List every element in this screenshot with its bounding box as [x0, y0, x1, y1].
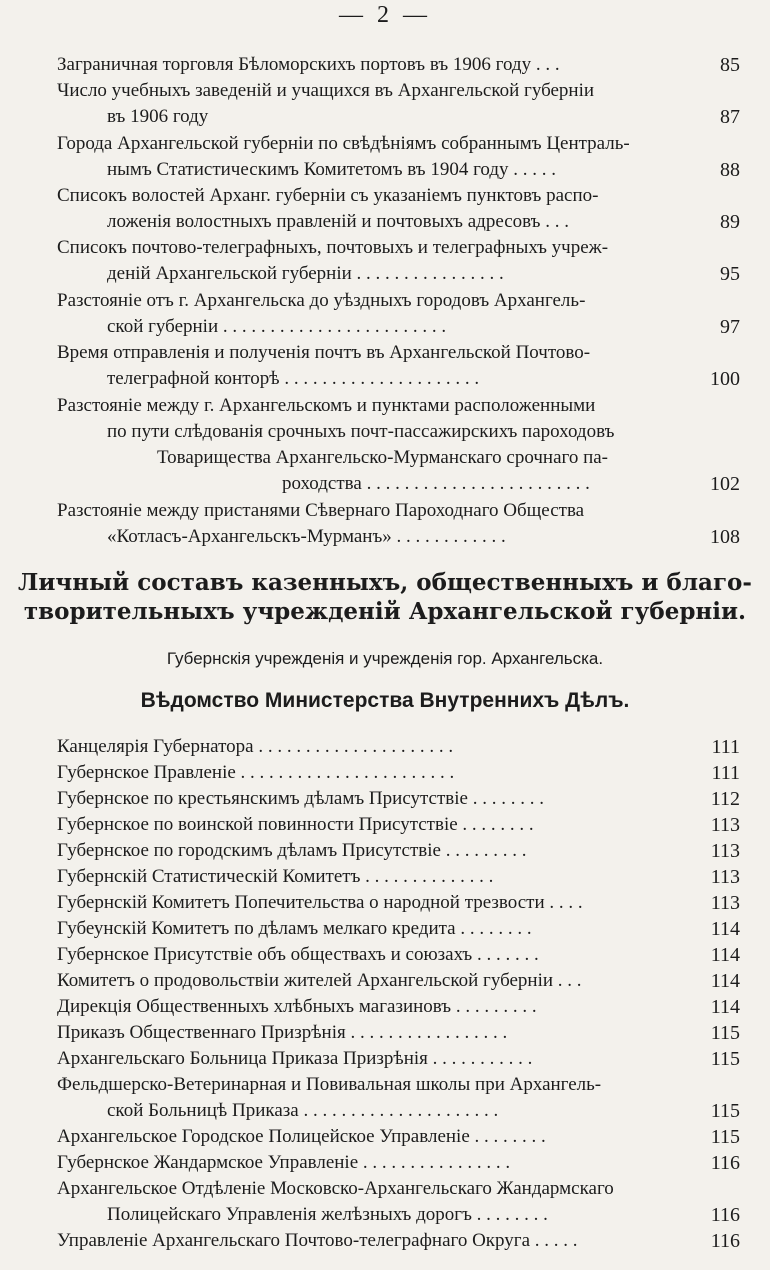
- toc-bottom-entry-page-number: 114: [710, 944, 740, 966]
- toc-bottom-entry-line: Губернское по городскимъ дѣламъ Присутствіе . . . . . . . . .: [57, 840, 527, 861]
- toc-bottom-entry-page-number: 114: [710, 918, 740, 940]
- toc-top-entry-line: Разстояніе между пристанями Сѣвернаго Пароходнаго Общества: [57, 500, 585, 521]
- toc-top-entry-line: «Котласъ-Архангельскъ-Мурманъ» . . . . . . . . . . . .: [107, 526, 506, 547]
- page-number: — 2 —: [339, 2, 431, 28]
- toc-bottom-entry-page-number: 115: [710, 1126, 740, 1148]
- toc-top-entry-page-number: 108: [710, 526, 740, 548]
- toc-bottom-entry-page-number: 116: [710, 1204, 740, 1226]
- toc-bottom-entry-page-number: 114: [710, 996, 740, 1018]
- toc-bottom-entry-line: Губернское по воинской повинности Присутствіе . . . . . . . .: [57, 814, 534, 835]
- toc-top-entry-line: Города Архангельской губерніи по свѣдѣніямъ собраннымъ Централь-: [57, 133, 630, 154]
- toc-top-entry-page-number: 100: [710, 368, 740, 390]
- toc-top-entry-line: роходства . . . . . . . . . . . . . . . . . . . . . . . .: [282, 473, 590, 494]
- toc-top-entry-line: ложенія волостныхъ правленій и почтовыхъ адресовъ . . .: [107, 211, 569, 232]
- toc-bottom-entry-line: Приказъ Общественнаго Призрѣнія . . . . . . . . . . . . . . . . .: [57, 1022, 508, 1043]
- toc-top-entry-line: Списокъ почтово-телеграфныхъ, почтовыхъ и телеграфныхъ учреж-: [57, 237, 609, 258]
- toc-bottom-entry-page-number: 115: [710, 1022, 740, 1044]
- toc-bottom-entry-page-number: 111: [711, 736, 740, 758]
- toc-bottom-entry-page-number: 111: [711, 762, 740, 784]
- toc-top-entry-line: Заграничная торговля Бѣломорскихъ портовъ въ 1906 году . . .: [57, 54, 560, 75]
- toc-bottom-entry-line: Управленіе Архангельскаго Почтово-телеграфнаго Округа . . . . .: [57, 1230, 578, 1251]
- toc-top-entry-page-number: 87: [720, 106, 740, 128]
- toc-bottom-entry-page-number: 116: [710, 1152, 740, 1174]
- toc-top-entry-line: Время отправленія и полученія почтъ въ Архангельской Почтово-: [57, 342, 591, 363]
- toc-top-entry-page-number: 102: [710, 473, 740, 495]
- toc-bottom-entry-line: ской Больницѣ Приказа . . . . . . . . . . . . . . . . . . . . .: [107, 1100, 499, 1121]
- toc-bottom-entry-line: Губернское Жандармское Управленіе . . . . . . . . . . . . . . . .: [57, 1152, 511, 1173]
- toc-top-entry-page-number: 95: [720, 263, 740, 285]
- toc-top-entry-page-number: 85: [720, 54, 740, 76]
- toc-bottom-entry-page-number: 113: [710, 866, 740, 888]
- section-heading-line-1: Личный составъ казенныхъ, общественныхъ и благо-: [18, 569, 752, 596]
- toc-bottom-entry-page-number: 113: [710, 892, 740, 914]
- toc-top-entry-line: деній Архангельской губерніи . . . . . . . . . . . . . . . .: [107, 263, 504, 284]
- toc-bottom-entry-line: Комитетъ о продовольствіи жителей Архангельской губерніи . . .: [57, 970, 582, 991]
- toc-bottom-entry-line: Фельдшерско-Ветеринарная и Повивальная школы при Архангель-: [57, 1074, 602, 1095]
- toc-top-entry-page-number: 89: [720, 211, 740, 233]
- toc-bottom-entry-page-number: 115: [710, 1048, 740, 1070]
- toc-top-entry-line: Разстояніе между г. Архангельскомъ и пунктами расположенными: [57, 395, 596, 416]
- toc-top-entry-page-number: 97: [720, 316, 740, 338]
- toc-top-entry-line: телеграфной конторѣ . . . . . . . . . . . . . . . . . . . . .: [107, 368, 480, 389]
- toc-bottom-entry-line: Архангельское Отдѣленіе Московско-Архангельскаго Жандармскаго: [57, 1178, 614, 1199]
- subheading: Губернскія учрежденія и учрежденія гор. Архангельска.: [166, 649, 604, 668]
- toc-top-entry-line: Товарищества Архангельско-Мурманскаго срочнаго па-: [157, 447, 608, 468]
- toc-top-entry-line: нымъ Статистическимъ Комитетомъ въ 1904 году . . . . .: [107, 159, 557, 180]
- toc-bottom-entry-line: Полицейскаго Управленія желѣзныхъ дорогъ . . . . . . . .: [107, 1204, 548, 1225]
- toc-bottom-entry-line: Губернское Правленіе . . . . . . . . . . . . . . . . . . . . . . .: [57, 762, 455, 783]
- toc-bottom-entry-page-number: 113: [710, 814, 740, 836]
- toc-bottom-entry-page-number: 114: [710, 970, 740, 992]
- toc-bottom-entry-line: Губернское Присутствіе объ обществахъ и союзахъ . . . . . . .: [57, 944, 539, 965]
- toc-bottom-entry-line: Губернскій Комитетъ Попечительства о народной трезвости . . . .: [57, 892, 583, 913]
- toc-bottom-entry-page-number: 113: [710, 840, 740, 862]
- toc-top-entry-line: Разстояніе отъ г. Архангельска до уѣздныхъ городовъ Архангель-: [57, 290, 586, 311]
- toc-bottom-entry-line: Архангельское Городское Полицейское Управленіе . . . . . . . .: [57, 1126, 546, 1147]
- toc-top-entry-line: Списокъ волостей Арханг. губерніи съ указаніемъ пунктовъ распо-: [57, 185, 599, 206]
- toc-bottom-entry-line: Губернское по крестьянскимъ дѣламъ Присутствіе . . . . . . . .: [57, 788, 544, 809]
- department-heading: Вѣдомство Министерства Внутреннихъ Дѣлъ.: [140, 689, 630, 712]
- toc-top-entry-page-number: 88: [720, 159, 740, 181]
- toc-top-entry-line: въ 1906 году: [107, 106, 209, 127]
- toc-top-entry-line: Число учебныхъ заведеній и учащихся въ Архангельской губерніи: [57, 80, 595, 101]
- toc-bottom-entry-line: Губернскій Статистическій Комитетъ . . . . . . . . . . . . . .: [57, 866, 494, 887]
- toc-bottom-entry-page-number: 116: [710, 1230, 740, 1252]
- toc-bottom-entry-line: Канцелярія Губернатора . . . . . . . . . . . . . . . . . . . . .: [57, 736, 454, 757]
- toc-bottom-entry-line: Дирекція Общественныхъ хлѣбныхъ магазиновъ . . . . . . . . .: [57, 996, 537, 1017]
- toc-top-entry-line: по пути слѣдованія срочныхъ почт-пассажирскихъ пароходовъ: [107, 421, 615, 442]
- section-heading-line-2: творительныхъ учрежденій Архангельской губерніи.: [23, 598, 747, 625]
- toc-bottom-entry-line: Губеунскій Комитетъ по дѣламъ мелкаго кредита . . . . . . . .: [57, 918, 532, 939]
- toc-top-entry-line: ской губерніи . . . . . . . . . . . . . . . . . . . . . . . .: [107, 316, 447, 337]
- toc-bottom-entry-page-number: 115: [710, 1100, 740, 1122]
- toc-bottom-entry-page-number: 112: [710, 788, 740, 810]
- toc-bottom-entry-line: Архангельскаго Больница Приказа Призрѣнія . . . . . . . . . . .: [57, 1048, 533, 1069]
